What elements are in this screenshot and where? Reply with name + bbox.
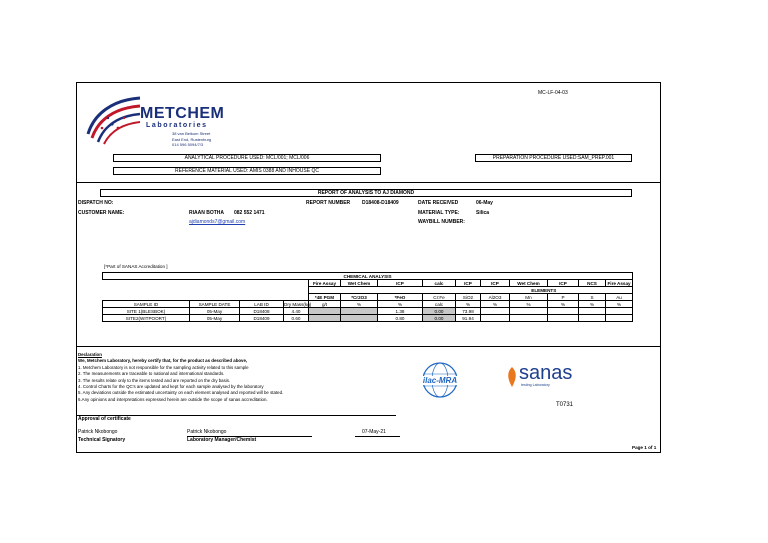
unit-cell: calc (423, 301, 456, 308)
value-cell (481, 308, 510, 315)
analyte-cell: *4E PGM (309, 294, 341, 301)
value-cell (510, 315, 548, 322)
sanas-number: T0731 (556, 402, 574, 408)
preparation-procedure-banner: PREPARATION PROCEDURE USED:SAM_PREP.001 (475, 154, 632, 162)
customer-email-link[interactable]: ajdiamonds7@gmail.com (189, 219, 246, 225)
lab-id-cell: D18408 (240, 308, 284, 315)
analyte-cell: S (579, 294, 606, 301)
table-row (103, 315, 633, 322)
dispatch-label: DISPATCH NO: (78, 200, 114, 206)
unit-cell: g/t (309, 301, 341, 308)
document-code: MC-LF-04-03 (538, 90, 568, 96)
unit-cell: % (510, 301, 548, 308)
value-cell: 0.00 (423, 308, 456, 315)
value-cell (341, 315, 378, 322)
analyte-cell: Mn (510, 294, 548, 301)
method-cell: Wet Chem (510, 280, 548, 287)
header-cell: SAMPLE ID (103, 301, 190, 308)
analyte-cell: P (548, 294, 579, 301)
header-cell: Dry Mass(kg) (284, 301, 312, 307)
declaration-line: 3. The results relate only to the items tested and are reported on the dry basis. (78, 377, 231, 383)
sanas-logo (505, 362, 625, 392)
analyte-cell: *Cr2O3 (341, 294, 378, 301)
approval-date: 07-May-21 (362, 429, 386, 435)
signatory-1-role: Technical Signatory (78, 437, 126, 443)
method-cell: calc (423, 280, 456, 287)
analyte-cell: Au (606, 294, 633, 301)
ilac-text: ilac-MRA (422, 376, 458, 385)
unit-cell: % (456, 301, 481, 308)
value-cell: 91.94 (456, 315, 481, 322)
address-line: 38 van Belkom Street (172, 131, 211, 136)
signatory-2-role: Laboratory Manager/Chemist (187, 437, 257, 443)
chemical-analysis-table (102, 272, 633, 322)
analyte-cell: Cr:Fe (423, 294, 456, 301)
value-cell (309, 315, 341, 322)
declaration-line: 1. Metchem Laboratory is not responsible for the sampling activity related to this sample (78, 364, 249, 370)
table-title: CHEMICAL ANALYSIS (103, 273, 633, 280)
value-cell (548, 315, 579, 322)
signatory-2-name: Patrick Nkobongo (187, 429, 227, 435)
value-cell: 73.98 (456, 308, 481, 315)
declaration-line: 5. Any deviations outside the estimated uncertainty on each element analysed and reported will be stated. (78, 390, 284, 396)
sample-id-cell: SITE 1(BLESBOK) (103, 308, 190, 315)
dry-mass-cell: 0.60 (284, 315, 309, 322)
report-number: D18408-D18409 (362, 200, 399, 206)
logo-name: METCHEM (140, 105, 225, 122)
value-cell: 1.38 (378, 308, 423, 315)
sanas-flame-icon (505, 366, 519, 388)
value-cell (548, 308, 579, 315)
address-line: 014 596 5094/7/3 (172, 142, 204, 148)
unit-cell: % (341, 301, 378, 308)
waybill-label: WAYBILL NUMBER: (418, 219, 465, 225)
method-cell: Fire Assay (607, 280, 631, 286)
method-cell: ICP (378, 280, 423, 287)
analyte-cell: Al2O3 (481, 294, 510, 301)
method-cell: Wet Chem (341, 280, 378, 287)
value-cell (606, 308, 633, 315)
metchem-swoosh-icon (82, 94, 146, 146)
report-number-label: REPORT NUMBER (306, 200, 351, 206)
declaration-block (78, 352, 283, 403)
method-cell: Fire Assay (309, 280, 341, 287)
value-cell (481, 315, 510, 322)
date-line (355, 436, 400, 437)
analyte-cell: SiO2 (456, 294, 481, 301)
signatory-1-name: Patrick Nkobongo (78, 429, 118, 435)
material-type: Silica (476, 210, 490, 216)
method-cell: NCS (579, 280, 606, 287)
value-cell (510, 308, 548, 315)
unit-cell: % (606, 301, 633, 308)
declaration-line: 6.Any opinions and interpretations expressed herein are outside the scope of sanas accreditation. (78, 396, 268, 402)
customer-name: RIAAN BOTHA (189, 210, 224, 216)
logo-address (172, 131, 211, 148)
customer-phone: 082 552 1471 (234, 210, 265, 216)
declaration-title: Declaration (78, 352, 102, 357)
ilac-mra-logo (412, 360, 468, 400)
unit-cell: % (548, 301, 579, 308)
declaration-line: 2. The measurements are traceable to national and international standards. (78, 371, 225, 377)
sanas-tag: testing Laboratory (521, 383, 550, 387)
analyte-cell: *FeO (378, 294, 423, 301)
unit-cell: % (579, 301, 606, 308)
method-cell: ICP (456, 280, 481, 287)
method-cell: ICP (481, 280, 510, 287)
date-received: 06-May (476, 200, 493, 206)
page-number: Page 1 of 1 (632, 445, 657, 450)
sample-date-cell: 05-May (190, 308, 240, 315)
lab-id-cell: D18409 (240, 315, 284, 322)
report-title-banner: REPORT OF ANALYSIS TO AJ DIAMOND (100, 189, 632, 197)
customer-label: CUSTOMER NAME: (78, 210, 125, 216)
divider (76, 346, 661, 347)
logo-sub: Laboratories (146, 122, 208, 129)
divider (76, 182, 661, 183)
date-received-label: DATE RECEIVED (418, 200, 459, 206)
unit-cell: % (378, 301, 423, 308)
analytical-procedure-banner: ANALYTICAL PROCEDURE USED: MCL/001; MCL/006 (113, 154, 381, 162)
sample-date-cell: 05-May (190, 315, 240, 322)
value-cell (579, 308, 606, 315)
unit-cell: % (481, 301, 510, 308)
sanas-text: sanas (519, 362, 573, 384)
metchem-logo (82, 94, 232, 156)
declaration-line: 4. Control Charts for the QC's are updated and kept for each sample analysed by the laboratory (78, 384, 264, 390)
value-cell (309, 308, 341, 315)
declaration-line: We, Metchem Laboratory, hereby certify that, for the product as described above, (78, 358, 248, 364)
value-cell (579, 315, 606, 322)
value-cell: 0.80 (378, 315, 423, 322)
approval-title: Approval of certificate (78, 416, 131, 422)
value-cell (341, 308, 378, 315)
header-cell: LAB ID (240, 301, 284, 308)
reference-material-banner: REFERENCE MATERIAL USED: AMIS 0388 AND INHOUSE QC (113, 167, 381, 175)
sample-id-cell: SITE2(WITPOORT) (103, 315, 190, 322)
elements-label: ELEMENTS (456, 287, 633, 294)
dry-mass-cell: 4.40 (284, 308, 309, 315)
method-cell: ICP (548, 280, 579, 287)
address-line: East End, Rustenburg (172, 136, 212, 142)
value-cell: 0.00 (423, 315, 456, 322)
header-cell: SAMPLE DATE (190, 301, 240, 308)
sanas-note: [*Part of SANAS Accreditation ] (104, 264, 168, 269)
table-row (103, 308, 633, 315)
material-type-label: MATERIAL TYPE: (418, 210, 460, 216)
value-cell (606, 315, 633, 322)
